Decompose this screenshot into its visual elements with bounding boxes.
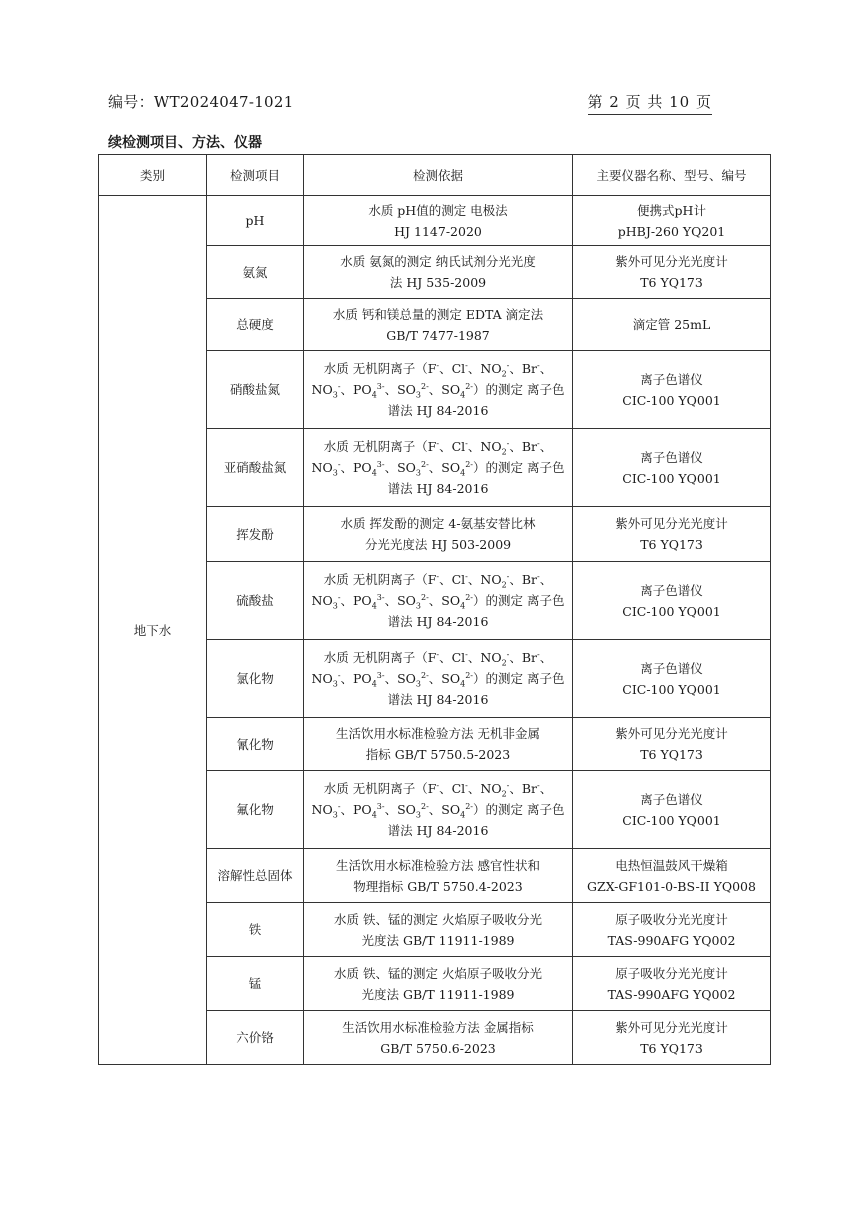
instrument-cell (573, 507, 771, 562)
page-number: 第 2 页 共 10 页 (588, 91, 712, 115)
instrument-cell (573, 903, 771, 957)
method-line: 水质 pH值的测定 电极法 (368, 202, 508, 218)
table-row (99, 196, 771, 246)
item-cell: 总硬度 (207, 299, 304, 351)
method-cell (304, 562, 573, 640)
instrument-line: T6 YQ173 (640, 537, 703, 552)
item-cell: 氟化物 (207, 771, 304, 849)
test-method-table (98, 154, 771, 1065)
instrument-line: pHBJ-260 YQ201 (617, 223, 726, 239)
instrument-line: CIC-100 YQ001 (622, 470, 721, 486)
instrument-cell (573, 1011, 771, 1065)
method-cell (304, 429, 573, 507)
item-cell: 锰 (207, 957, 304, 1011)
item-cell: 硫酸盐 (207, 562, 304, 640)
method-cell (304, 196, 573, 246)
instrument-line: 紫外可见分光光度计 (615, 254, 728, 269)
method-line: 谱法 HJ 84-2016 (387, 403, 489, 418)
method-line: 谱法 HJ 84-2016 (387, 614, 489, 629)
report-code: 编号：WT2024047-1021 (108, 93, 294, 111)
method-line: 水质 铁、锰的测定 火焰原子吸收分光 (334, 965, 542, 981)
method-line: 水质 铁、锰的测定 火焰原子吸收分光 (334, 911, 542, 927)
method-line: 水质 无机阴离子（F-、Cl-、$NO_2^-$、Br-、 (323, 438, 553, 457)
instrument-line: T6 YQ173 (640, 275, 703, 290)
instrument-line: TAS-990AFG YQ002 (607, 986, 736, 1002)
method-cell (304, 903, 573, 957)
method-cell (304, 299, 573, 351)
method-cell (304, 718, 573, 771)
instrument-cell (573, 771, 771, 849)
instrument-line: 离子色谱仪 (640, 582, 703, 598)
instrument-line: 紫外可见分光光度计 (615, 1019, 728, 1035)
col-header-method: 检测依据 (304, 155, 573, 196)
method-line: 生活饮用水标准检验方法 无机非金属 (336, 726, 540, 741)
section-title: 续检测项目、方法、仪器 (108, 135, 262, 151)
method-line: 物理指标 GB/T 5750.4-2023 (353, 878, 523, 894)
instrument-line: 原子吸收分光光度计 (615, 911, 728, 927)
method-cell (304, 957, 573, 1011)
col-header-category: 类别 (99, 155, 207, 196)
item-cell: 硝酸盐氮 (207, 351, 304, 429)
method-line: GB/T 7477-1987 (386, 327, 490, 343)
method-line: 谱法 HJ 84-2016 (387, 481, 489, 496)
instrument-line: T6 YQ173 (640, 1040, 703, 1056)
instrument-cell (573, 196, 771, 246)
method-cell (304, 246, 573, 299)
instrument-line: CIC-100 YQ001 (622, 812, 721, 828)
instrument-line: 离子色谱仪 (640, 371, 703, 387)
method-line: 水质 无机阴离子（F-、Cl-、$NO_2^-$、Br-、 (323, 360, 553, 379)
method-line: 谱法 HJ 84-2016 (387, 823, 489, 838)
method-line: 生活饮用水标准检验方法 金属指标 (342, 1019, 534, 1035)
item-cell: 溶解性总固体 (207, 849, 304, 903)
method-cell (304, 1011, 573, 1065)
instrument-line: 离子色谱仪 (640, 660, 703, 676)
method-line: 法 HJ 535-2009 (389, 275, 487, 290)
method-line: $NO_3^-$、$PO_4^{3-}$、$SO_3^{2-}$、$SO_4^{2-}$）的测定 离子色 (311, 801, 565, 820)
instrument-line: 滴定管 25mL (632, 317, 711, 332)
method-line: 水质 无机阴离子（F-、Cl-、$NO_2^-$、Br-、 (323, 649, 553, 668)
instrument-line: 离子色谱仪 (640, 449, 703, 465)
instrument-cell (573, 640, 771, 718)
instrument-line: 紫外可见分光光度计 (615, 726, 728, 741)
instrument-line: 原子吸收分光光度计 (615, 965, 728, 981)
item-cell: 六价铬 (207, 1011, 304, 1065)
instrument-cell (573, 429, 771, 507)
method-line: 水质 钙和镁总量的测定 EDTA 滴定法 (332, 306, 544, 322)
instrument-cell (573, 351, 771, 429)
method-line: 光度法 GB/T 11911-1989 (361, 932, 515, 948)
method-line: HJ 1147-2020 (394, 223, 482, 239)
item-cell: 亚硝酸盐氮 (207, 429, 304, 507)
instrument-cell (573, 562, 771, 640)
instrument-line: CIC-100 YQ001 (622, 681, 721, 697)
method-line: 光度法 GB/T 11911-1989 (361, 986, 515, 1002)
instrument-line: 紫外可见分光光度计 (615, 516, 728, 531)
method-line: 水质 挥发酚的测定 4-氨基安替比林 (340, 516, 536, 531)
method-line: 水质 无机阴离子（F-、Cl-、$NO_2^-$、Br-、 (323, 571, 553, 590)
method-line: $NO_3^-$、$PO_4^{3-}$、$SO_3^{2-}$、$SO_4^{2-}$）的测定 离子色 (311, 381, 565, 400)
col-header-instrument: 主要仪器名称、型号、编号 (573, 155, 771, 196)
item-cell: pH (207, 196, 304, 246)
method-cell (304, 640, 573, 718)
table-header-row (99, 155, 771, 196)
col-header-item: 检测项目 (207, 155, 304, 196)
instrument-line: T6 YQ173 (640, 747, 703, 762)
method-line: 水质 无机阴离子（F-、Cl-、$NO_2^-$、Br-、 (323, 780, 553, 799)
item-cell: 铁 (207, 903, 304, 957)
instrument-cell (573, 849, 771, 903)
method-line: GB/T 5750.6-2023 (380, 1040, 496, 1056)
instrument-cell (573, 299, 771, 351)
method-cell (304, 771, 573, 849)
method-cell (304, 507, 573, 562)
instrument-line: 电热恒温鼓风干燥箱 (615, 857, 728, 873)
instrument-line: CIC-100 YQ001 (622, 603, 721, 619)
item-cell: 氰化物 (207, 718, 304, 771)
method-cell (304, 351, 573, 429)
method-cell (304, 849, 573, 903)
instrument-line: 便携式pH计 (637, 202, 706, 218)
instrument-cell (573, 957, 771, 1011)
method-line: $NO_3^-$、$PO_4^{3-}$、$SO_3^{2-}$、$SO_4^{2-}$）的测定 离子色 (311, 592, 565, 611)
instrument-line: CIC-100 YQ001 (622, 392, 721, 408)
method-line: 指标 GB/T 5750.5-2023 (365, 747, 511, 762)
method-line: $NO_3^-$、$PO_4^{3-}$、$SO_3^{2-}$、$SO_4^{2-}$）的测定 离子色 (311, 670, 565, 689)
instrument-cell (573, 246, 771, 299)
method-line: 分光光度法 HJ 503-2009 (364, 537, 512, 552)
instrument-line: 离子色谱仪 (640, 791, 703, 807)
item-cell: 氯化物 (207, 640, 304, 718)
instrument-line: TAS-990AFG YQ002 (607, 932, 736, 948)
instrument-cell (573, 718, 771, 771)
item-cell: 挥发酚 (207, 507, 304, 562)
method-line: 谱法 HJ 84-2016 (387, 692, 489, 707)
item-cell: 氨氮 (207, 246, 304, 299)
instrument-line: GZX-GF101-0-BS-II YQ008 (587, 878, 756, 894)
method-line: $NO_3^-$、$PO_4^{3-}$、$SO_3^{2-}$、$SO_4^{2-}$）的测定 离子色 (311, 459, 565, 478)
method-line: 水质 氨氮的测定 纳氏试剂分光光度 (340, 254, 536, 269)
method-line: 生活饮用水标准检验方法 感官性状和 (336, 857, 540, 873)
category-cell: 地下水 (99, 196, 207, 1065)
